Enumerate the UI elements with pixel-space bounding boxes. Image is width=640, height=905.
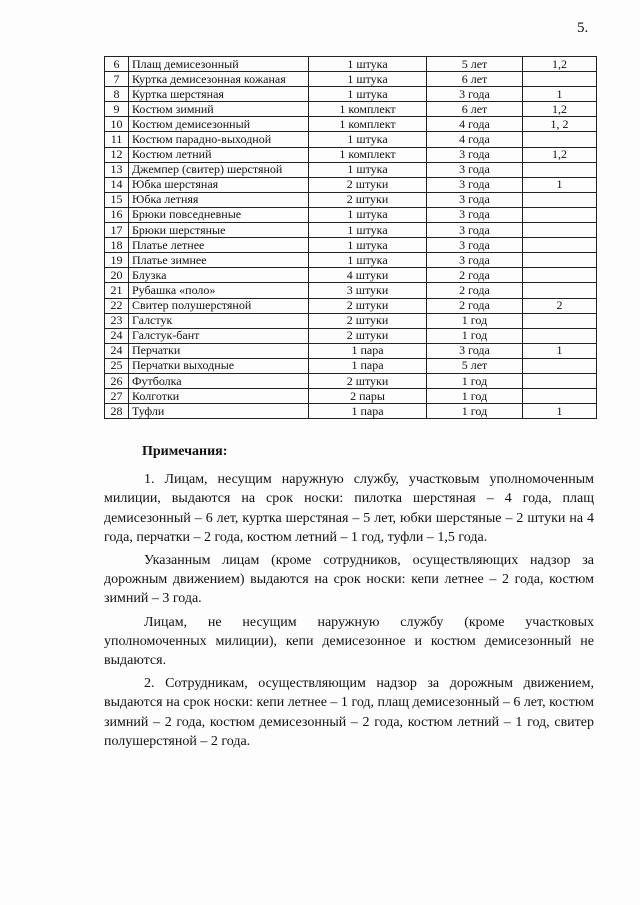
item-note-cell: 1,2 [523, 147, 597, 162]
item-note-cell: 1 [523, 343, 597, 358]
row-number-cell: 13 [105, 162, 129, 177]
wear-period-cell: 5 лет [427, 57, 523, 72]
item-name-cell: Туфли [129, 404, 309, 419]
table-row [105, 283, 597, 298]
table-row [105, 102, 597, 117]
item-name-cell: Галстук-бант [129, 328, 309, 343]
item-name-cell: Футболка [129, 373, 309, 388]
item-name-cell: Костюм демисезонный [129, 117, 309, 132]
wear-period-cell: 2 года [427, 268, 523, 283]
row-number-cell: 26 [105, 373, 129, 388]
row-number-cell: 19 [105, 253, 129, 268]
item-note-cell: 1 [523, 87, 597, 102]
item-quantity-cell: 2 пары [309, 389, 427, 404]
notes-heading: Примечания: [142, 444, 228, 459]
item-note-cell [523, 72, 597, 87]
item-quantity-cell: 1 штука [309, 72, 427, 87]
item-note-cell [523, 328, 597, 343]
wear-period-cell: 6 лет [427, 102, 523, 117]
row-number-cell: 18 [105, 238, 129, 253]
wear-period-cell: 1 год [427, 313, 523, 328]
item-name-cell: Костюм зимний [129, 102, 309, 117]
wear-period-cell: 5 лет [427, 358, 523, 373]
wear-period-cell: 1 год [427, 389, 523, 404]
table-row [105, 343, 597, 358]
item-name-cell: Галстук [129, 313, 309, 328]
wear-period-cell: 3 года [427, 343, 523, 358]
item-quantity-cell: 2 штуки [309, 298, 427, 313]
row-number-cell: 9 [105, 102, 129, 117]
row-number-cell: 22 [105, 298, 129, 313]
notes-section [104, 442, 594, 755]
table-row [105, 57, 597, 72]
wear-period-cell: 1 год [427, 404, 523, 419]
item-note-cell [523, 207, 597, 222]
item-quantity-cell: 1 штука [309, 223, 427, 238]
row-number-cell: 24 [105, 328, 129, 343]
table-row [105, 72, 597, 87]
item-name-cell: Перчатки [129, 343, 309, 358]
item-name-cell: Платье зимнее [129, 253, 309, 268]
row-number-cell: 12 [105, 147, 129, 162]
item-note-cell: 1 [523, 404, 597, 419]
table-row [105, 358, 597, 373]
item-note-cell [523, 358, 597, 373]
row-number-cell: 25 [105, 358, 129, 373]
item-quantity-cell: 2 штуки [309, 328, 427, 343]
item-quantity-cell: 1 комплект [309, 102, 427, 117]
item-note-cell: 1,2 [523, 57, 597, 72]
item-name-cell: Свитер полушерстяной [129, 298, 309, 313]
wear-period-cell: 3 года [427, 253, 523, 268]
item-quantity-cell: 2 штуки [309, 192, 427, 207]
item-quantity-cell: 1 штука [309, 87, 427, 102]
item-name-cell: Костюм парадно-выходной [129, 132, 309, 147]
item-quantity-cell: 1 штука [309, 253, 427, 268]
table-row [105, 162, 597, 177]
table-row [105, 298, 597, 313]
item-quantity-cell: 2 штуки [309, 373, 427, 388]
wear-period-cell: 2 года [427, 298, 523, 313]
row-number-cell: 27 [105, 389, 129, 404]
wear-period-cell: 3 года [427, 207, 523, 222]
row-number-cell: 16 [105, 207, 129, 222]
notes-paragraph-4: 2. Сотрудникам, осуществляющим надзор за дорожным движением, выдаются на срок носки: кепи летнее – 1 год, плащ демисезонный – 6 лет, костюм зимний – 2 года, костюм демисезонный – 2 года, костюм летний – 1 год, свитер полушерстяной – 2 года. [104, 676, 594, 749]
wear-period-cell: 3 года [427, 162, 523, 177]
wear-period-cell: 4 года [427, 117, 523, 132]
item-note-cell [523, 268, 597, 283]
item-quantity-cell: 3 штуки [309, 283, 427, 298]
row-number-cell: 8 [105, 87, 129, 102]
item-note-cell [523, 223, 597, 238]
item-name-cell: Платье летнее [129, 238, 309, 253]
item-name-cell: Юбка шерстяная [129, 177, 309, 192]
item-note-cell: 1, 2 [523, 117, 597, 132]
table-row [105, 87, 597, 102]
row-number-cell: 10 [105, 117, 129, 132]
notes-paragraph-1: 1. Лицам, несущим наружную службу, участковым уполномоченным милиции, выдаются на срок носки: пилотка шерстяная – 4 года, плащ демисезонный – 6 лет, куртка шерстяная – 5 лет, юбки шерстяные – 2 штуки на 4 года, перчатки – 2 года, костюм летний – 1 год, туфли – 1,5 года. [104, 472, 594, 545]
item-note-cell [523, 373, 597, 388]
row-number-cell: 6 [105, 57, 129, 72]
item-quantity-cell: 1 штука [309, 162, 427, 177]
table-row [105, 177, 597, 192]
wear-period-cell: 3 года [427, 177, 523, 192]
wear-period-cell: 4 года [427, 132, 523, 147]
table-row [105, 192, 597, 207]
table-row [105, 207, 597, 222]
row-number-cell: 17 [105, 223, 129, 238]
item-quantity-cell: 1 пара [309, 358, 427, 373]
wear-period-cell: 3 года [427, 147, 523, 162]
row-number-cell: 23 [105, 313, 129, 328]
notes-paragraph-2: Указанным лицам (кроме сотрудников, осуществляющих надзор за дорожным движением) выдаются на срок носки: кепи летнее – 2 года, костюм зимний – 3 года. [104, 553, 594, 607]
table-row [105, 253, 597, 268]
row-number-cell: 24 [105, 343, 129, 358]
item-quantity-cell: 2 штуки [309, 313, 427, 328]
item-note-cell [523, 389, 597, 404]
item-note-cell [523, 162, 597, 177]
item-note-cell [523, 238, 597, 253]
item-quantity-cell: 1 штука [309, 57, 427, 72]
table-row [105, 313, 597, 328]
item-note-cell [523, 283, 597, 298]
item-name-cell: Брюки повседневные [129, 207, 309, 222]
item-name-cell: Брюки шерстяные [129, 223, 309, 238]
item-note-cell: 1,2 [523, 102, 597, 117]
wear-period-cell: 3 года [427, 223, 523, 238]
item-quantity-cell: 1 штука [309, 238, 427, 253]
item-quantity-cell: 4 штуки [309, 268, 427, 283]
table-row [105, 223, 597, 238]
wear-period-cell: 3 года [427, 87, 523, 102]
table-row [105, 238, 597, 253]
row-number-cell: 11 [105, 132, 129, 147]
row-number-cell: 7 [105, 72, 129, 87]
item-name-cell: Колготки [129, 389, 309, 404]
item-name-cell: Джемпер (свитер) шерстяной [129, 162, 309, 177]
item-name-cell: Куртка демисезонная кожаная [129, 72, 309, 87]
row-number-cell: 15 [105, 192, 129, 207]
wear-period-cell: 6 лет [427, 72, 523, 87]
row-number-cell: 28 [105, 404, 129, 419]
item-name-cell: Куртка шерстяная [129, 87, 309, 102]
item-quantity-cell: 1 штука [309, 207, 427, 222]
item-note-cell [523, 132, 597, 147]
wear-period-cell: 3 года [427, 192, 523, 207]
item-name-cell: Костюм летний [129, 147, 309, 162]
item-quantity-cell: 1 штука [309, 132, 427, 147]
wear-period-cell: 2 года [427, 283, 523, 298]
item-name-cell: Плащ демисезонный [129, 57, 309, 72]
item-name-cell: Юбка летняя [129, 192, 309, 207]
wear-period-cell: 3 года [427, 238, 523, 253]
item-note-cell: 1 [523, 177, 597, 192]
item-name-cell: Перчатки выходные [129, 358, 309, 373]
wear-period-cell: 1 год [427, 328, 523, 343]
item-name-cell: Рубашка «поло» [129, 283, 309, 298]
table-row [105, 268, 597, 283]
table-row [105, 117, 597, 132]
row-number-cell: 20 [105, 268, 129, 283]
table-row [105, 132, 597, 147]
table-row [105, 328, 597, 343]
table-row [105, 389, 597, 404]
row-number-cell: 14 [105, 177, 129, 192]
table-row [105, 373, 597, 388]
item-name-cell: Блузка [129, 268, 309, 283]
wear-period-cell: 1 год [427, 373, 523, 388]
page-number: 5. [577, 20, 589, 36]
table-row [105, 147, 597, 162]
item-quantity-cell: 1 комплект [309, 147, 427, 162]
item-note-cell [523, 192, 597, 207]
table-row [105, 404, 597, 419]
item-quantity-cell: 1 комплект [309, 117, 427, 132]
item-quantity-cell: 1 пара [309, 343, 427, 358]
item-quantity-cell: 2 штуки [309, 177, 427, 192]
item-note-cell [523, 253, 597, 268]
row-number-cell: 21 [105, 283, 129, 298]
notes-paragraph-3: Лицам, не несущим наружную службу (кроме участковых уполномоченных милиции), кепи демисезонное и костюм демисезонный не выдаются. [104, 614, 594, 669]
item-note-cell: 2 [523, 298, 597, 313]
clothing-norms-table [104, 56, 597, 419]
item-quantity-cell: 1 пара [309, 404, 427, 419]
item-note-cell [523, 313, 597, 328]
